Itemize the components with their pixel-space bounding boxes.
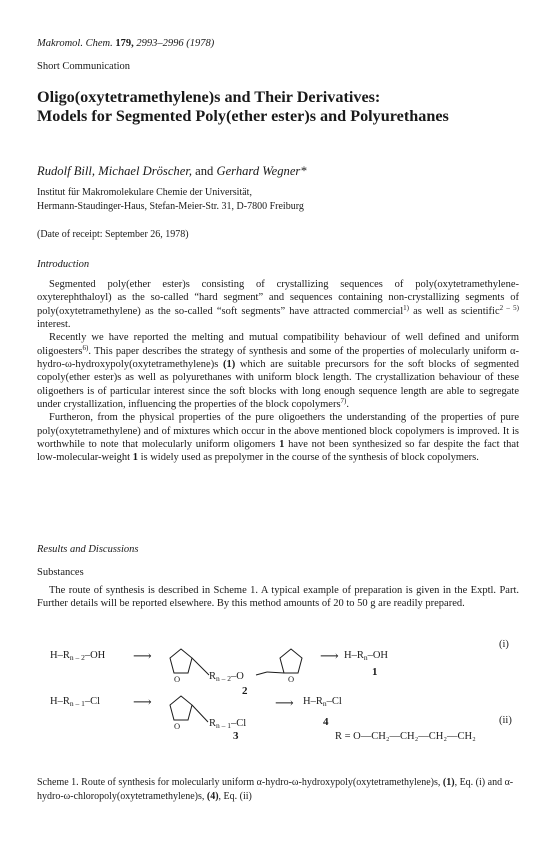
ring-oxygen: O (174, 721, 181, 731)
text-run: as well as scientific (408, 305, 500, 317)
compound-label-3: 3 (233, 730, 239, 742)
text-run: . (346, 399, 349, 411)
reference-marker: 1) (403, 303, 409, 312)
text-run: which are suitable precursors for the soft blocks of segmented copoly(ether ester)s as well as polyurethanes with uniform block length. The crystallization behaviour of these oligoethers is of particular interest since the soft blocks with long enough sequence length are able to segregate under crystallization, influencing the properties of the block copolymers (37, 359, 519, 411)
bond (192, 705, 208, 722)
compound-label-2: 2 (242, 685, 248, 697)
bond (267, 672, 284, 673)
section-heading-introduction: Introduction (37, 259, 90, 270)
ring-oxygen: O (288, 674, 295, 684)
intro-paragraph-3 (37, 411, 519, 464)
results-body (37, 584, 519, 611)
text-run: have not been synthesized so far despite the fact that low-molecular-weight (37, 439, 519, 464)
paper-title (37, 88, 519, 126)
title-line-1: Oligo(oxytetramethylene)s and Their Derivatives: (37, 88, 381, 106)
reaction-arrow: ⟶ (133, 694, 152, 709)
author-conjunction: and (195, 164, 214, 178)
ring-oxygen: O (174, 674, 181, 684)
intro-paragraph-1 (37, 278, 519, 331)
reaction-arrow: ⟶ (320, 648, 339, 663)
bond (256, 672, 267, 675)
thf-ring-2 (280, 649, 302, 673)
r-group-definition: R = O—CH₂—CH₂—CH₂—CH₂ (335, 731, 476, 742)
compound-label-4: 4 (323, 716, 329, 728)
equation-label-ii: (ii) (499, 715, 512, 726)
section-heading-results: Results and Discussions (37, 544, 139, 555)
product-chloro: $H-R_n-Cl$ (303, 696, 342, 708)
compound-label-1: 1 (372, 666, 378, 678)
affiliation-line-1: Institut für Makromolekulare Chemie der Universität, (37, 187, 252, 198)
text-run: Segmented poly(ether ester)s consisting of crystallizing sequences of poly(oxytetramethylene-oxyterephthaloyl) as the so-called “hard segment” and sequences containing non-crystallizing segments of poly(oxytetramethylene) as the so-called “soft segments” have attracted commercial (37, 279, 519, 317)
product-diol: $H-R_n-OH$ (344, 650, 389, 662)
text-run: . This paper describes the strategy of synthesis and some of the properties of molecularly uniform α-hydro-ω-hydroxypoly(oxytetramethylene)s (37, 345, 519, 371)
thf-ring-3 (170, 696, 192, 720)
title-line-2: Models for Segmented Poly(ether ester)s and Polyurethanes (37, 107, 449, 125)
journal-pages: 2993–2996 (1978) (136, 38, 215, 49)
subsection-heading-substances: Substances (37, 567, 84, 578)
author-3: Gerhard Wegner* (216, 164, 307, 178)
compound-number: (1) (222, 359, 236, 371)
reaction-scheme (37, 638, 519, 768)
reactant-chloro: $H-R_{n - 1}-Cl$ (50, 696, 101, 708)
article-type: Short Communication (37, 61, 131, 72)
journal-volume: 179, (115, 38, 134, 49)
author-list (37, 164, 307, 179)
compound-number: (1) (442, 777, 455, 788)
date-of-receipt: (Date of receipt: September 26, 1978) (37, 229, 189, 240)
introduction-body (37, 278, 519, 465)
scheme-caption: Scheme 1. Route of synthesis for molecularly uniform α-hydro-ω-hydroxypoly(oxytetramethylene)s, (1), Eq. (i) and α-hydro-ω-chloropoly(oxytetramethylene)s, (4), Eq. (ii) (37, 777, 514, 802)
text-run: interest. (37, 319, 71, 331)
text-run: Furtheron, from the physical properties of the pure oligoethers the understanding of the properties of pure poly(oxytetramethylene) and of mixtures which occur in the above mentioned block copolymers is improved. It is worthwhile to note that molecularly uniform oligomers (37, 412, 519, 451)
thf-ring-1 (170, 649, 192, 673)
bond (192, 658, 209, 675)
reference-marker: 6) (82, 343, 89, 352)
equation-label-i: (i) (499, 639, 509, 650)
text-run: is widely used as prepolymer in the course of the synthesis of block copolymers. (137, 452, 479, 464)
journal-name: Makromol. Chem. (37, 38, 113, 49)
intro-paragraph-2 (37, 331, 519, 411)
reactant-diol: $H-R_{n - 2}-OH$ (50, 650, 106, 662)
compound-number: 1 (132, 452, 138, 464)
reaction-arrow: ⟶ (133, 648, 152, 663)
bridge-group: $R_{n - 2}-O$ (209, 671, 244, 683)
text-run: Recently we have reported the melting and mutual compatibility behaviour of well defined and uniform oligoesters (37, 332, 519, 357)
journal-citation (37, 38, 214, 49)
author-2: Michael Dröscher, (98, 164, 192, 178)
reaction-arrow: ⟶ (275, 695, 294, 710)
reference-marker: 7) (340, 397, 347, 406)
reference-marker: 2 – 5) (499, 303, 520, 312)
affiliation-line-2: Hermann-Staudinger-Haus, Stefan-Meier-Str. 31, D-7800 Freiburg (37, 200, 304, 212)
results-paragraph-1: The route of synthesis is described in Scheme 1. A typical example of preparation is given in the Exptl. Part. Further details will be reported elsewhere. By this method amounts of 20 to 50 g are readily prepared. (37, 585, 519, 610)
compound-number: (4) (206, 790, 219, 802)
affiliation (37, 186, 304, 213)
chloro-group: $R_{n - 1}-Cl$ (209, 718, 247, 730)
author-1: Rudolf Bill, (37, 164, 96, 178)
compound-number: 1 (279, 439, 285, 451)
